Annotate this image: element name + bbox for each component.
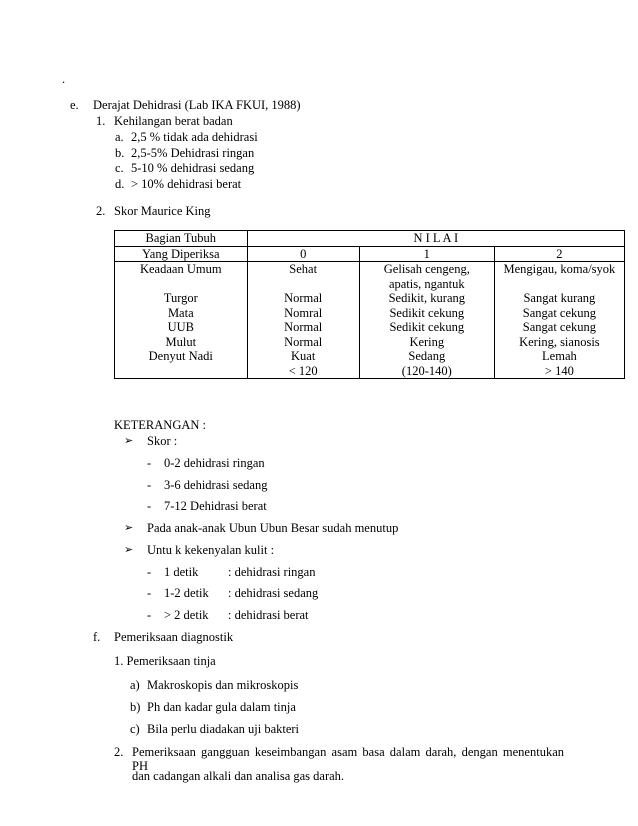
table-cell: Sedikit cekung (359, 320, 494, 335)
dash-bullet: - (147, 499, 152, 513)
section-f-marker: f. (93, 630, 101, 644)
arrow-bullet-icon: ➢ (124, 543, 134, 556)
header-value-1: 1 (359, 246, 494, 262)
subitem-letter: c. (115, 161, 124, 175)
stray-dot: . (62, 72, 66, 86)
table-cell: Sehat (247, 262, 359, 292)
cell-line: Lemah (542, 349, 577, 363)
dash-bullet: - (147, 586, 152, 600)
table-cell (359, 262, 494, 292)
skor-item: 7-12 Dehidrasi berat (164, 499, 267, 513)
kulit-time: 1 detik (164, 565, 199, 579)
table-cell: Normal (247, 335, 359, 350)
table-cell: Sangat kurang (494, 291, 624, 306)
table-cell: Normal (247, 320, 359, 335)
skor-item: 0-2 dehidrasi ringan (164, 456, 265, 470)
header-yang-diperiksa: Yang Diperiksa (115, 246, 248, 262)
section-e-marker: e. (70, 98, 79, 112)
kulit-desc: : dehidrasi ringan (228, 565, 316, 579)
arrow-bullet-icon: ➢ (124, 434, 134, 447)
section-e-title: Derajat Dehidrasi (Lab IKA FKUI, 1988) (93, 98, 301, 112)
header-value-0: 0 (247, 246, 359, 262)
table-cell: Nomral (247, 306, 359, 321)
table-row (115, 306, 625, 321)
item-2-label: Skor Maurice King (114, 204, 211, 218)
arrow-bullet-icon: ➢ (124, 521, 134, 534)
keterangan-title: KETERANGAN : (114, 418, 207, 432)
skor-label: Skor : (147, 434, 178, 448)
table-header-row (115, 231, 625, 247)
table-cell: Sangat cekung (494, 306, 624, 321)
dash-bullet: - (147, 565, 152, 579)
subitem-text: > 10% dehidrasi berat (131, 177, 242, 191)
table-subheader-row (115, 246, 625, 262)
table-cell (494, 349, 624, 379)
subitem-letter: d. (115, 177, 125, 191)
table-cell: UUB (115, 320, 248, 335)
table-cell: Mengigau, koma/syok (494, 262, 624, 292)
subitem-text: Bila perlu diadakan uji bakteri (147, 722, 300, 736)
kulit-desc: : dehidrasi berat (228, 608, 309, 622)
subitem-letter: a) (130, 678, 140, 692)
section-f-title: Pemeriksaan diagnostik (114, 630, 234, 644)
header-value-2: 2 (494, 246, 624, 262)
dash-bullet: - (147, 478, 152, 492)
table-cell (247, 349, 359, 379)
table-row (115, 291, 625, 306)
table-cell: Normal (247, 291, 359, 306)
table-cell: Sangat cekung (494, 320, 624, 335)
cell-line: Sedang (408, 349, 446, 363)
subitem-letter: b) (130, 700, 141, 714)
table-row (115, 349, 625, 379)
subitem-text: 2,5-5% Dehidrasi ringan (131, 146, 255, 160)
table-cell: Sedikit cekung (359, 306, 494, 321)
item-1-number: 1. (96, 114, 106, 128)
subitem-text: Makroskopis dan mikroskopis (147, 678, 299, 692)
header-bagian-tubuh: Bagian Tubuh (115, 231, 248, 247)
kulit-desc: : dehidrasi sedang (228, 586, 319, 600)
cell-line: apatis, ngantuk (388, 276, 465, 291)
table-cell: Kering, sianosis (494, 335, 624, 350)
uub-note: Pada anak-anak Ubun Ubun Besar sudah menutup (147, 521, 399, 535)
table-cell (359, 349, 494, 379)
table-cell: Sedikit, kurang (359, 291, 494, 306)
subitem-text: 2,5 % tidak ada dehidrasi (131, 130, 258, 144)
cell-line: < 120 (288, 363, 318, 378)
subitem-letter: b. (115, 146, 125, 160)
cell-line: (120-140) (401, 363, 452, 378)
item-2-number: 2. (114, 745, 124, 759)
kulit-note: Untu k kekenyalan kulit : (147, 543, 275, 557)
table-cell: Turgor (115, 291, 248, 306)
dash-bullet: - (147, 608, 152, 622)
dash-bullet: - (147, 456, 152, 470)
table-cell: Denyut Nadi (115, 349, 248, 379)
table-row (115, 335, 625, 350)
item-1-label: Kehilangan berat badan (114, 114, 233, 128)
table-cell: Keadaan Umum (115, 262, 248, 292)
kulit-time: > 2 detik (164, 608, 209, 622)
table-row (115, 262, 625, 292)
table-cell: Mulut (115, 335, 248, 350)
header-nilai: N I L A I (247, 231, 624, 247)
cell-line: Kuat (291, 349, 316, 363)
item-2-number: 2. (96, 204, 106, 218)
skor-item: 3-6 dehidrasi sedang (164, 478, 268, 492)
table-cell: Mata (115, 306, 248, 321)
pemeriksaan-tinja: 1. Pemeriksaan tinja (114, 654, 216, 668)
cell-line: > 140 (544, 363, 574, 378)
table-cell: Kering (359, 335, 494, 350)
subitem-text: Ph dan kadar gula dalam tinja (147, 700, 296, 714)
maurice-king-table (114, 230, 625, 379)
asam-basa-line-2: dan cadangan alkali dan analisa gas darah. (132, 769, 345, 783)
kulit-time: 1-2 detik (164, 586, 209, 600)
subitem-letter: c) (130, 722, 140, 736)
cell-line: Gelisah cengeng, (383, 262, 470, 276)
asam-basa-line-1: Pemeriksaan gangguan keseimbangan asam basa dalam darah, dengan menentukan PH (132, 745, 564, 773)
subitem-letter: a. (115, 130, 124, 144)
subitem-text: 5-10 % dehidrasi sedang (131, 161, 255, 175)
table-row (115, 320, 625, 335)
